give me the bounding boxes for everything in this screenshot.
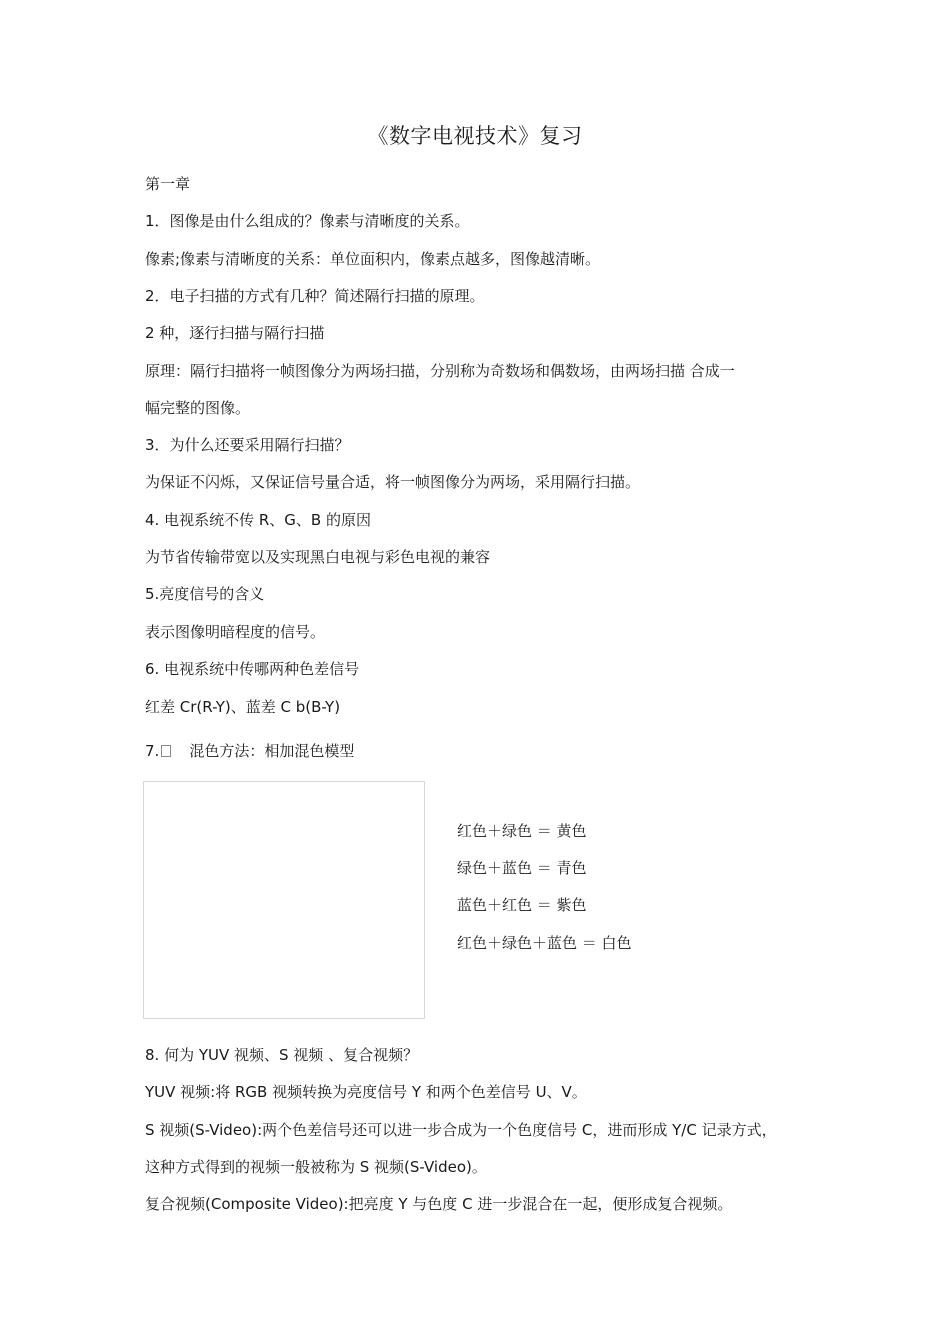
answer-2-line-2: 原理：隔行扫描将一帧图像分为两场扫描，分别称为奇数场和偶数场，由两场扫描 合成一 xyxy=(145,362,735,380)
document-title: 《数字电视技术》复习 xyxy=(367,124,583,148)
question-7-number: 7. xyxy=(145,742,160,760)
answer-5: 表示图像明暗程度的信号。 xyxy=(145,623,326,641)
missing-glyph-icon xyxy=(161,745,171,757)
answer-8-svideo-line-1: S 视频(S-Video):两个色差信号还可以进一步合成为一个色度信号 C，进而形成 Y/C 记录方式， xyxy=(145,1121,777,1139)
answer-1: 像素;像素与清晰度的关系：单位面积内，像素点越多，图像越清晰。 xyxy=(145,250,601,268)
question-4: 4. 电视系统不传 R、G、B 的原因 xyxy=(145,511,371,529)
answer-8-yuv: YUV 视频:将 RGB 视频转换为亮度信号 Y 和两个色差信号 U、V。 xyxy=(145,1083,587,1101)
question-5: 5.亮度信号的含义 xyxy=(145,585,265,603)
answer-2-line-1: 2 种，逐行扫描与隔行扫描 xyxy=(145,324,325,342)
answer-2-line-3: 幅完整的图像。 xyxy=(145,399,251,417)
mixing-rule-4: 红色＋绿色＋蓝色 ＝ 白色 xyxy=(457,934,632,952)
mixing-rule-3: 蓝色＋红色 ＝ 紫色 xyxy=(457,896,587,914)
answer-6: 红差 Cr(R-Y)、蓝差 C b(B-Y) xyxy=(145,698,341,716)
question-3: 3．为什么还要采用隔行扫描？ xyxy=(145,436,350,454)
question-7 xyxy=(145,741,815,761)
question-7-text: 混色方法：相加混色模型 xyxy=(189,742,355,760)
answer-8-svideo-line-2: 这种方式得到的视频一般被称为 S 视频(S-Video)。 xyxy=(145,1158,487,1176)
question-2: 2．电子扫描的方式有几种？简述隔行扫描的原理。 xyxy=(145,287,485,305)
mixing-rule-1: 红色＋绿色 ＝ 黄色 xyxy=(457,822,587,840)
question-6: 6. 电视系统中传哪两种色差信号 xyxy=(145,660,360,678)
answer-3: 为保证不闪烁，又保证信号量合适，将一帧图像分为两场，采用隔行扫描。 xyxy=(145,473,641,491)
answer-8-composite: 复合视频(Composite Video):把亮度 Y 与色度 C 进一步混合在一起，便形成复合视频。 xyxy=(145,1195,733,1213)
answer-4: 为节省传输带宽以及实现黑白电视与彩色电视的兼容 xyxy=(145,548,491,566)
mixing-rule-2: 绿色＋蓝色 ＝ 青色 xyxy=(457,859,587,877)
additive-color-figure-placeholder xyxy=(143,781,425,1019)
chapter-heading: 第一章 xyxy=(145,175,191,193)
question-8: 8. 何为 YUV 视频、S 视频 、复合视频？ xyxy=(145,1046,419,1064)
question-1: 1．图像是由什么组成的？像素与清晰度的关系。 xyxy=(145,212,470,230)
